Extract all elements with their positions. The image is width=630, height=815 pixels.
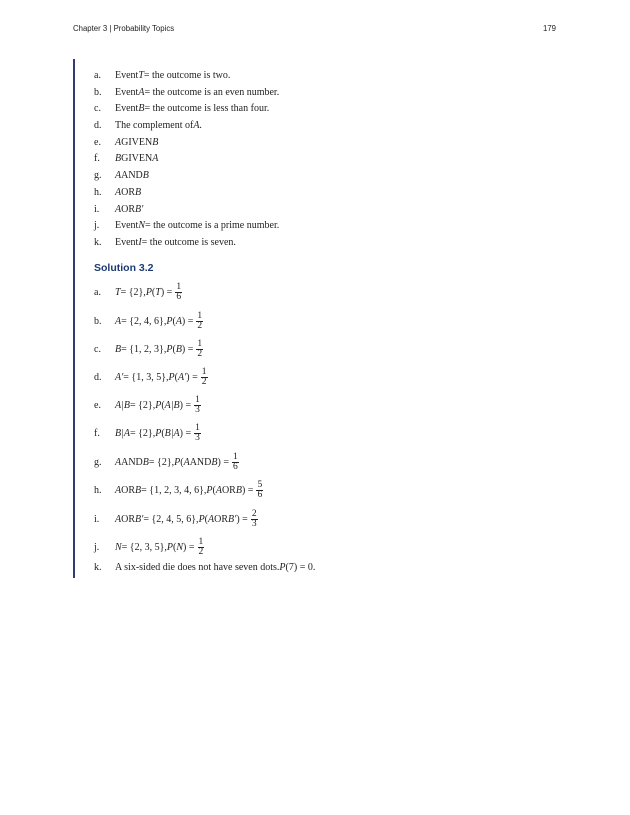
paren: ( xyxy=(204,514,209,525)
probability-event: A xyxy=(175,316,182,327)
paren: ( xyxy=(161,400,165,411)
set-elements: = {2}, xyxy=(129,428,156,439)
item-text: Event xyxy=(115,103,139,115)
set-operator: OR xyxy=(121,514,136,525)
solution-variable: P xyxy=(279,562,286,573)
set-elements: = {2, 4, 6}, xyxy=(121,316,167,327)
item-variable: B xyxy=(138,103,145,115)
probability-event: B xyxy=(211,457,218,468)
set-elements: = {1, 3, 5}, xyxy=(123,372,169,383)
probability-event: B xyxy=(235,485,242,496)
item-letter: d. xyxy=(94,372,102,383)
item-variable: N xyxy=(138,220,145,232)
set-elements: = {2, 3, 5}, xyxy=(121,542,167,553)
paren: ( xyxy=(173,542,177,553)
item-letter: e. xyxy=(94,400,101,411)
equals: ) = xyxy=(236,514,248,525)
item-variable: B xyxy=(142,170,149,182)
item-variable: T xyxy=(138,70,144,81)
question-item xyxy=(94,153,279,170)
item-letter: b. xyxy=(94,86,102,98)
item-text: = the outcome is two. xyxy=(143,70,231,81)
set-name: A xyxy=(115,485,122,496)
probability-event: B xyxy=(175,344,182,355)
fraction-numerator: 1 xyxy=(197,339,203,349)
question-item xyxy=(94,70,279,87)
probability-fraction xyxy=(194,396,201,415)
set-elements: = {2}, xyxy=(148,457,175,468)
solution-item xyxy=(94,283,182,302)
item-variable: A xyxy=(115,203,122,215)
set-name: A|B xyxy=(115,400,130,411)
equals: ) = xyxy=(181,316,194,327)
item-letter: h. xyxy=(94,485,102,496)
probability-fraction xyxy=(198,538,205,557)
fraction-denominator: 2 xyxy=(197,349,203,359)
equals: ) = xyxy=(186,372,198,383)
paren: ( xyxy=(212,485,216,496)
item-text: . xyxy=(199,120,202,132)
set-name: A′ xyxy=(115,372,124,383)
probability-operator: OR xyxy=(221,485,236,496)
solution-item xyxy=(94,562,315,573)
set-elements: = {2, 4, 5, 6}, xyxy=(143,514,199,525)
solution-text: (7) = 0. xyxy=(285,562,316,573)
solution-item xyxy=(94,510,258,529)
question-item xyxy=(94,120,279,137)
question-item xyxy=(94,137,279,154)
solution-item xyxy=(94,538,204,557)
item-letter: b. xyxy=(94,316,102,327)
item-letter: j. xyxy=(94,220,100,232)
probability-fraction xyxy=(256,481,263,500)
item-variable: B xyxy=(135,186,142,198)
probability-symbol: P xyxy=(166,316,173,327)
probability-symbol: P xyxy=(166,344,173,355)
question-item xyxy=(94,187,279,204)
set-name: B xyxy=(115,344,122,355)
fraction-denominator: 2 xyxy=(198,547,204,557)
page-number: 179 xyxy=(542,24,556,33)
set-name: B|A xyxy=(115,428,130,439)
fraction-denominator: 6 xyxy=(176,292,182,302)
fraction-numerator: 1 xyxy=(201,367,207,377)
fraction-numerator: 1 xyxy=(197,311,203,321)
set-elements: = {2}, xyxy=(129,400,156,411)
equals: ) = xyxy=(181,344,194,355)
probability-symbol: P xyxy=(145,287,152,298)
fraction-denominator: 2 xyxy=(197,321,203,331)
item-letter: j. xyxy=(94,542,100,553)
probability-operator: OR xyxy=(214,514,229,525)
item-letter: f. xyxy=(94,153,100,165)
probability-event: A xyxy=(183,457,190,468)
solution-text: A six-sided die does not have seven dots. xyxy=(115,562,280,573)
probability-event: A′ xyxy=(178,372,187,383)
solution-item xyxy=(94,368,208,387)
item-letter: c. xyxy=(94,344,101,355)
fraction-numerator: 1 xyxy=(195,423,200,433)
probability-symbol: P xyxy=(155,428,162,439)
question-item xyxy=(94,204,279,221)
solution-heading: Solution 3.2 xyxy=(94,262,154,274)
item-text: GIVEN xyxy=(121,153,153,165)
item-text: AND xyxy=(121,170,143,182)
paren: ( xyxy=(172,316,176,327)
set-name: A xyxy=(115,457,122,468)
fraction-numerator: 5 xyxy=(257,480,263,490)
fraction-numerator: 1 xyxy=(176,282,182,292)
chapter-title: Chapter 3 | Probability Topics xyxy=(73,24,175,33)
probability-symbol: P xyxy=(166,542,174,553)
item-variable: A xyxy=(193,120,200,132)
item-text: OR xyxy=(121,186,136,198)
probability-event: A xyxy=(208,514,215,525)
solution-item xyxy=(94,453,239,472)
probability-fraction xyxy=(175,283,182,302)
item-variable: B xyxy=(152,136,159,148)
fraction-denominator: 3 xyxy=(195,405,200,415)
item-variable: B xyxy=(115,153,122,165)
set-name: A xyxy=(115,316,122,327)
question-item xyxy=(94,170,279,187)
item-variable: A xyxy=(115,186,122,198)
fraction-numerator: 1 xyxy=(195,395,200,405)
probability-symbol: P xyxy=(206,485,213,496)
fraction-numerator: 1 xyxy=(198,537,204,547)
item-text: The complement of xyxy=(115,120,194,132)
equals: ) = xyxy=(160,287,173,298)
set-elements: = {2}, xyxy=(120,287,146,298)
paren: ( xyxy=(172,344,176,355)
paren: ( xyxy=(151,287,156,298)
set-name: B xyxy=(135,485,142,496)
solution-item xyxy=(94,424,201,443)
item-letter: i. xyxy=(94,514,100,525)
probability-symbol: P xyxy=(155,400,162,411)
set-name: N xyxy=(115,542,122,553)
paren: ( xyxy=(174,372,178,383)
fraction-numerator: 2 xyxy=(251,509,257,519)
example-side-bar xyxy=(73,59,75,578)
question-item xyxy=(94,103,279,120)
probability-fraction xyxy=(201,368,208,387)
probability-event: B′ xyxy=(228,514,237,525)
set-name: A xyxy=(115,514,122,525)
item-text: Event xyxy=(115,70,139,81)
probability-event: A xyxy=(215,485,222,496)
solution-item xyxy=(94,340,203,359)
item-letter: k. xyxy=(94,236,102,248)
item-variable: B′ xyxy=(135,203,144,215)
item-letter: a. xyxy=(94,70,101,81)
probability-fraction xyxy=(196,312,203,331)
equals: ) = xyxy=(179,428,192,439)
item-text: Event xyxy=(115,220,139,232)
item-variable: A xyxy=(115,136,122,148)
fraction-denominator: 3 xyxy=(251,519,257,529)
item-letter: k. xyxy=(94,562,102,573)
solution-item xyxy=(94,396,201,415)
solution-item xyxy=(94,312,203,331)
equals: ) = xyxy=(179,400,192,411)
probability-event: N xyxy=(176,542,184,553)
probability-fraction xyxy=(196,340,203,359)
set-operator: OR xyxy=(121,485,136,496)
item-text: = the outcome is less than four. xyxy=(144,103,270,115)
set-name: T xyxy=(115,287,121,298)
set-name: B′ xyxy=(135,514,144,525)
paren: ( xyxy=(161,428,165,439)
probability-symbol: P xyxy=(168,372,175,383)
item-text: Event xyxy=(115,236,139,248)
item-letter: a. xyxy=(94,287,101,298)
probability-event: T xyxy=(155,287,161,298)
item-letter: f. xyxy=(94,428,100,439)
probability-event: B|A xyxy=(164,428,180,439)
equals: ) = xyxy=(183,542,195,553)
item-letter: h. xyxy=(94,186,102,198)
item-text: OR xyxy=(121,203,136,215)
item-text: = the outcome is seven. xyxy=(141,236,236,248)
set-name: B xyxy=(142,457,149,468)
item-variable: A xyxy=(138,86,145,98)
paren: ( xyxy=(180,457,184,468)
probability-fraction xyxy=(194,424,201,443)
item-variable: I xyxy=(138,236,142,248)
equals: ) = xyxy=(217,457,229,468)
item-letter: e. xyxy=(94,136,101,148)
probability-fraction xyxy=(251,510,258,529)
item-text: GIVEN xyxy=(121,136,153,148)
item-text: = the outcome is a prime number. xyxy=(145,220,280,232)
fraction-denominator: 2 xyxy=(201,377,207,387)
item-letter: i. xyxy=(94,203,100,215)
set-elements: = {1, 2, 3}, xyxy=(121,344,167,355)
question-item xyxy=(94,220,279,237)
question-item xyxy=(94,87,279,104)
item-variable: A xyxy=(152,153,159,165)
item-letter: d. xyxy=(94,120,102,132)
item-letter: g. xyxy=(94,170,102,182)
fraction-denominator: 6 xyxy=(257,490,263,500)
question-item xyxy=(94,237,279,254)
probability-fraction xyxy=(232,453,239,472)
probability-symbol: P xyxy=(198,514,205,525)
item-letter: c. xyxy=(94,103,101,115)
set-elements: = {1, 2, 3, 4, 6}, xyxy=(141,485,207,496)
item-letter: g. xyxy=(94,457,102,468)
probability-event: A|B xyxy=(164,400,180,411)
fraction-denominator: 6 xyxy=(232,462,238,472)
item-text: = the outcome is an even number. xyxy=(144,86,280,98)
fraction-denominator: 3 xyxy=(195,433,200,443)
solution-item xyxy=(94,481,263,500)
probability-operator: AND xyxy=(189,457,212,468)
item-text: Event xyxy=(115,86,139,98)
item-variable: A xyxy=(115,170,122,182)
probability-symbol: P xyxy=(174,457,181,468)
question-list xyxy=(94,70,279,254)
equals: ) = xyxy=(241,485,254,496)
set-operator: AND xyxy=(121,457,143,468)
fraction-numerator: 1 xyxy=(232,452,238,462)
